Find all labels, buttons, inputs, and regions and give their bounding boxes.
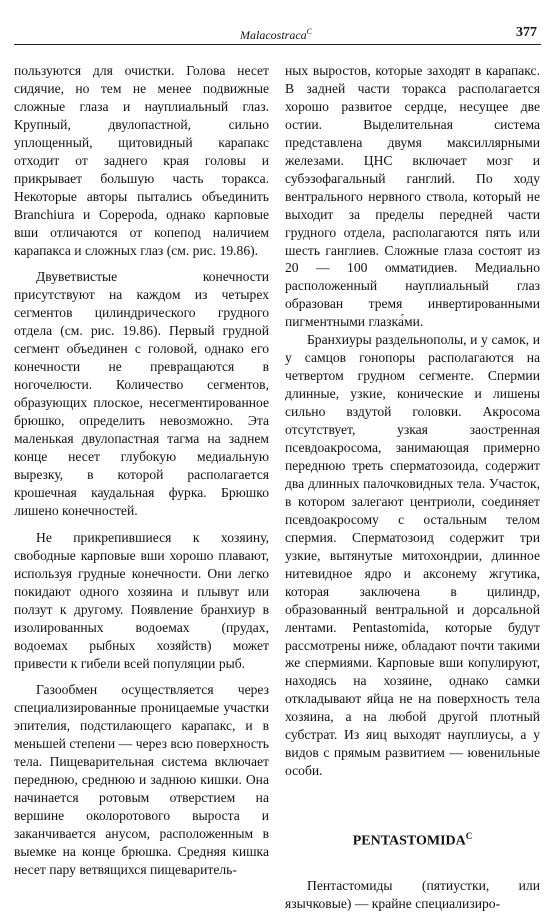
paragraph: Двуветвистые конечности присутствуют на каждом из четырех сегментов цилиндрического грудного отдела (см. рис. 19.86). Первый грудной сегмент объединен с головой, однако его конечности не превращаются в ногочелюсти. Количество сегментов, образующих плоское, несегментированное брюшко, определить невозможно. Эта маленькая двулопастная тагма на заднем конце несет глубокую медиальную вырезку, в которой располагается крошечная каудальная фурка. Брюшко лишено конечностей. bbox=[14, 269, 269, 518]
paragraph: Газообмен осуществляется через специализированные проницаемые участки эпителия, подстилающего карапакс, и в меньшей степени — через всю поверхность тела. Пищеварительная система включает переднюю, среднюю и заднюю кишки. Она начинается ротовым отверстием на вершине околоротового выроста и заканчивается анусом, расположенным в выемке на конце брюшка. Средняя кишка несет пару ветвящихся пищеваритель- bbox=[14, 682, 269, 877]
running-header-title bbox=[240, 27, 312, 43]
header-title-superscript: C bbox=[306, 27, 312, 36]
paragraph: Не прикрепившиеся к хозяину, свободные карповые вши хорошо плавают, используя грудные конечности. Они легко покидают одного хозяина и плывут или ползут к другому. Появление бранхиур в изолированных водоемах (прудах, водоемах рыбных хозяйств) может привести к гибели всей популяции рыб. bbox=[14, 529, 269, 671]
running-header bbox=[14, 22, 541, 45]
section-heading bbox=[285, 828, 540, 851]
paragraph: Пентастомиды (пятиустки, или язычковые) — крайне специализиро- bbox=[285, 877, 540, 911]
header-title-text: Malacostraca bbox=[240, 28, 307, 42]
paragraph: ных выростов, которые заходят в карапакс. В задней части торакса располагается хорошо развитое сердце, несущее две остии. Выделительная система представлена двумя максиллярными железами. ЦНС включает мозг и субэзофагальный ганглий. По ходу вентрального нервного ствола, который не выходит за пределы передней части грудного отдела, располагаются пять или шесть ганглиев. Сложные глаза состоят из 20 — 100 омматидиев. Медиально расположенный науплиальный глаз образован тремя инвертированными пигментными глазка́ми. bbox=[285, 63, 540, 330]
right-column bbox=[285, 62, 540, 913]
section-heading-text: PENTASTOMIDA bbox=[352, 833, 466, 849]
paragraph: Бранхиуры раздельнополы, и у самок, и у самцов гонопоры располагаются на четвертом грудном сегменте. Спермии длинные, узкие, конические и лишены сильно вздутой головки. Акросома отсутствует, узкая заостренная псевдоакросома, занимающая примерно переднюю треть сперматозоида, содержит два длинных палочковидных тела. Участок, в котором залегают центриоли, соединяет псевдоакросому с остальным телом спермия. Сперматозоид содержит три узкие, вытянутые митохондрии, длинное нитевидное ядро и аксонему жгутика, которая заключена в цилиндр, образованный вентральной и дорсальной лентами. Pentastomida, которые будут рассмотрены ниже, обладают почти такими же спермиями. Карповые вши копулируют, находясь на хозяине, однако самки откладывают яйца не на поверхность тела хозяина, а на любой другой плотный субстрат. Из яиц выходят науплиусы, а у видов с прямым развитием — ювенильные особи. bbox=[285, 332, 540, 779]
paragraph: пользуются для очистки. Голова несет сидячие, но тем не менее подвижные сложные глаза и науплиальный глаз. Крупный, двулопастной, сильно уплощенный, щитовидный карапакс отходит от заднего края головы и прикрывает большую часть торакса. Некоторые авторы пытались объединить Branchiura и Copepoda, однако карповые вши отличаются от копепод наличием карапакса и сложных глаз (см. рис. 19.86). bbox=[14, 63, 269, 258]
section-heading-superscript: C bbox=[465, 831, 473, 842]
page-number: 377 bbox=[516, 25, 537, 40]
left-column bbox=[14, 62, 269, 879]
